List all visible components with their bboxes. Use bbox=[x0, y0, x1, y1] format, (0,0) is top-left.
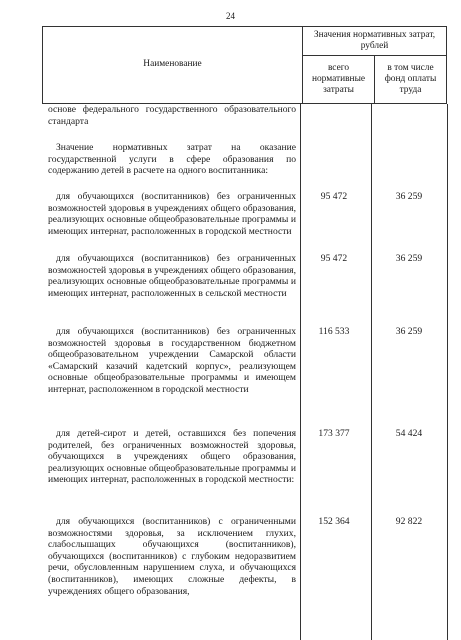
header-total: всего нормативные затраты bbox=[303, 56, 375, 104]
row-total: 95 472 bbox=[320, 191, 348, 202]
row-wage: 54 424 bbox=[395, 428, 423, 439]
column-divider bbox=[300, 104, 301, 640]
row-wage: 36 259 bbox=[395, 253, 423, 264]
header-values-group: Значения нормативных затрат, рублей bbox=[303, 27, 447, 56]
row-total: 116 533 bbox=[318, 326, 350, 337]
row-total: 95 472 bbox=[320, 253, 348, 264]
row-name: для обучающихся (воспитанников) без ограниченных возможностей здоровья в государственном бюджетном общеобразовательном учреждении Самарской области «Самарский казачий кадетский корпус», реализующем основные общеобразовательные программы и имеющем интернат, расположенном в городской местности bbox=[48, 326, 296, 395]
page-number: 24 bbox=[226, 11, 235, 21]
row-wage: 36 259 bbox=[395, 191, 423, 202]
row-name: Значение нормативных затрат на оказание государственной услуги в сфере образования по содержанию детей в расчете на одного воспитанника: bbox=[48, 142, 296, 177]
row-name: для обучающихся (воспитанников) без ограниченных возможностей здоровья в учреждениях общего образования, реализующих основные общеобразовательные программы и имеющих интернат, расположенных в сельской местности bbox=[48, 253, 296, 299]
table-header bbox=[42, 26, 447, 104]
header-name: Наименование bbox=[43, 27, 303, 104]
row-name: основе федерального государственного образовательного стандарта bbox=[48, 104, 296, 127]
table-right-border bbox=[447, 104, 448, 640]
row-name: для детей-сирот и детей, оставшихся без попечения родителей, без ограниченных возможностей здоровья, обучающихся в учреждениях общего образования, реализующих основные общеобразовательные программы и имеющих интернат, расположенных в городской местности: bbox=[48, 428, 296, 486]
row-wage: 36 259 bbox=[395, 326, 423, 337]
row-wage: 92 822 bbox=[395, 516, 423, 527]
header-wage-fund: в том числе фонд оплаты труда bbox=[375, 56, 447, 104]
row-total: 152 364 bbox=[318, 516, 350, 527]
column-divider bbox=[371, 104, 372, 640]
row-total: 173 377 bbox=[318, 428, 350, 439]
row-name: для обучающихся (воспитанников) без ограниченных возможностей здоровья в учреждениях общего образования, реализующих основные общеобразовательные программы и имеющих интернат, расположенных в городской местности bbox=[48, 191, 296, 237]
row-name: для обучающихся (воспитанников) с ограниченными возможностями здоровья, за исключением глухих, слабослышащих обучающихся (воспитанников), обучающихся (воспитанников) с глубоким недоразвитием речи, обусловленным нарушением слуха, и обучающихся (воспитанников), имеющих сложные дефекты, в учреждениях общего образования, bbox=[48, 516, 296, 597]
